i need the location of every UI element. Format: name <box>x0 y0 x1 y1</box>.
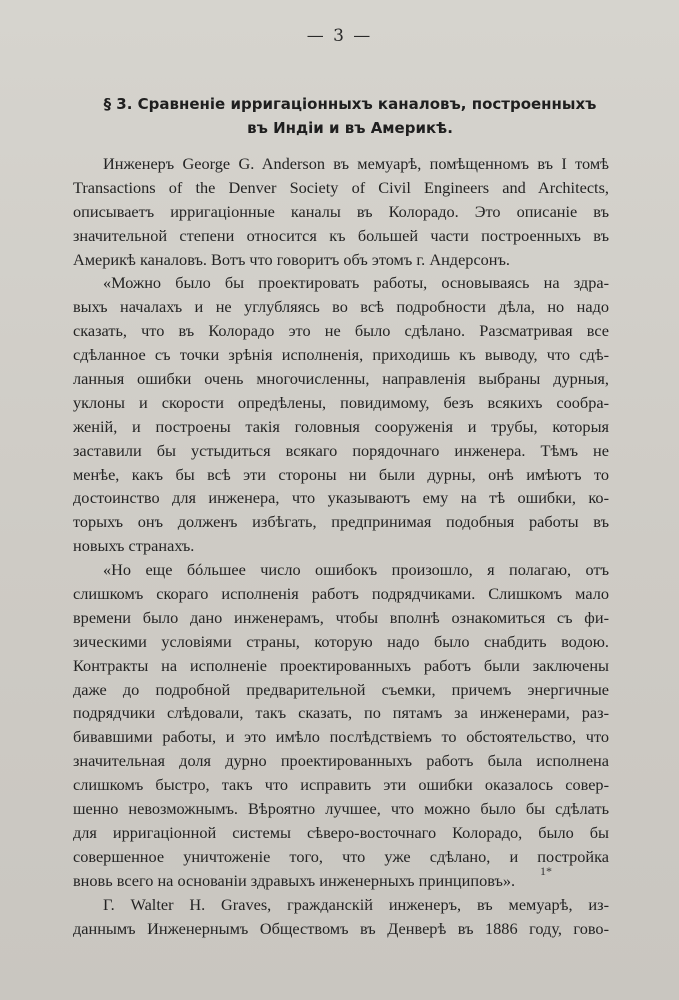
text-line: сдѣланное съ точки зрѣнія исполненія, приходишь къ выводу, что сдѣ- <box>73 345 609 365</box>
text-line: времени было дано инженерамъ, чтобы вполнѣ ознакомиться съ фи- <box>73 607 609 627</box>
text-line: сказать, что въ Колорадо это не было сдѣлано. Разсматривая все <box>73 321 609 341</box>
text-line: слишкомъ скораго исполненія работъ подрядчиками. Слишкомъ мало <box>73 584 609 604</box>
text-line: даже до подробной предварительной съемки, причемъ энергичные <box>73 679 609 699</box>
text-line: шенно невозможнымъ. Вѣроятно лучшее, что можно было бы сдѣлать <box>73 799 609 819</box>
text-line: вновь всего на основаніи здравыхъ инженерныхъ принциповъ». <box>73 870 516 890</box>
body-text <box>73 152 609 940</box>
text-line: Америкѣ каналовъ. Вотъ что говоритъ объ этомъ г. Андерсонъ. <box>73 249 511 269</box>
text-line: Г. Walter H. Graves, гражданскій инженеръ, въ мемуарѣ, из- <box>103 894 609 914</box>
paragraph <box>73 271 609 558</box>
signature-mark: 1* <box>540 864 552 878</box>
text-line: зическими условіями страны, которую надо было снабдить водою. <box>73 631 609 651</box>
text-line: значительная доля дурно проектированныхъ работъ была исполнена <box>73 751 609 771</box>
heading-line: въ Индіи и въ Америкѣ. <box>247 119 453 137</box>
text-line: «Можно было бы проектировать работы, основываясь на здра- <box>103 273 609 293</box>
text-line: совершенное уничтоженіе того, что уже сдѣлано, и постройка <box>73 846 609 866</box>
text-line: заставили бы устыдиться всякаго порядочнаго инженера. Тѣмъ не <box>73 440 609 460</box>
text-line: бивавшими работы, и это имѣло послѣдствіемъ то обстоятельство, что <box>73 727 609 747</box>
paragraph <box>73 893 609 941</box>
text-line: выхъ началахъ и не углубляясь во всѣ подробности дѣла, но надо <box>73 297 609 317</box>
text-line: менѣе, какъ бы всѣ эти стороны ни были дурны, онѣ имѣютъ то <box>73 464 609 484</box>
text-line: Transactions of the Denver Society of Civil Engineers and Architects, <box>73 177 609 197</box>
text-line: новыхъ странахъ. <box>73 536 195 556</box>
text-line: ланныя ошибки очень многочисленны, направленія выбраны дурныя, <box>73 369 609 389</box>
text-line: описываетъ ирригаціонные каналы въ Колорадо. Это описаніе въ <box>73 201 609 221</box>
text-line: достоинство для инженера, что указываютъ ему на тѣ ошибки, ко- <box>73 488 609 508</box>
text-line: Контракты на исполненіе проектированныхъ работъ были заключены <box>73 655 609 675</box>
text-line: «Но еще бóльшее число ошибокъ произошло, я полагаю, отъ <box>103 560 609 580</box>
text-line: даннымъ Инженернымъ Обществомъ въ Денверѣ въ 1886 году, гово- <box>73 918 609 938</box>
text-line: для ирригаціонной системы сѣверо-восточнаго Колорадо, было бы <box>73 822 609 842</box>
text-line: уклоны и скорости опредѣлены, повидимому, безъ всякихъ сообра- <box>73 392 609 412</box>
text-line: Инженеръ George G. Anderson въ мемуарѣ, помѣщенномъ въ I томѣ <box>103 154 609 173</box>
section-heading <box>90 92 610 140</box>
text-line: значительной степени относится къ большей части построенныхъ въ <box>73 225 609 245</box>
heading-line: § 3. Сравненіе ирригаціонныхъ каналовъ, построенныхъ <box>103 95 597 113</box>
paragraph <box>73 152 609 271</box>
text-line: слишкомъ быстро, такъ что исправить эти ошибки оказалось совер- <box>73 775 609 795</box>
text-line: торыхъ онъ долженъ избѣгать, предпринимая подобныя работы въ <box>73 512 609 532</box>
text-line: подрядчики слѣдовали, такъ сказать, по пятамъ за инженерами, раз- <box>73 703 609 723</box>
page-number: — 3 — <box>306 26 373 46</box>
paragraph <box>73 558 609 892</box>
text-line: женій, и построены такія головныя сооруженія и трубы, которыя <box>73 416 609 436</box>
